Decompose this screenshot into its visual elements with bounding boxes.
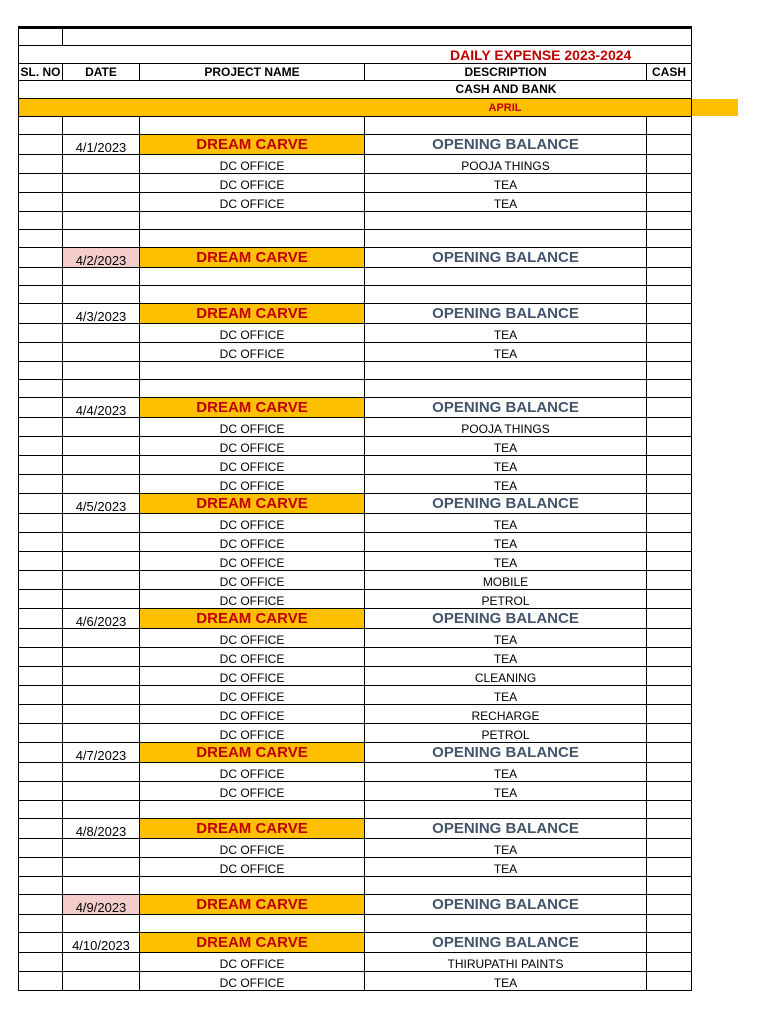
cell-date[interactable] <box>62 475 139 493</box>
cell-project[interactable]: DC OFFICE <box>139 972 364 990</box>
title-row <box>18 46 692 64</box>
cell-sl-no[interactable] <box>18 380 62 397</box>
cell-description[interactable] <box>364 230 646 247</box>
cell-sl-no[interactable] <box>18 193 62 211</box>
cell-sl-no[interactable] <box>18 362 62 379</box>
cell-sl-no[interactable] <box>18 456 62 474</box>
cell-sl-no[interactable] <box>18 686 62 704</box>
cell-description[interactable] <box>364 362 646 379</box>
cell-project[interactable]: DREAM CARVE <box>139 494 364 513</box>
cell-date[interactable] <box>62 343 139 361</box>
cell-sl-no[interactable] <box>18 571 62 589</box>
cell-description[interactable]: TEA <box>364 629 646 647</box>
cell-cash[interactable] <box>646 915 692 932</box>
cell-sl-no[interactable] <box>18 268 62 285</box>
cell-sl-no[interactable] <box>18 705 62 723</box>
cell-sl-no[interactable] <box>18 533 62 551</box>
expense-sheet <box>18 26 692 991</box>
cell-sl-no[interactable] <box>18 304 62 323</box>
expense-row <box>18 858 692 877</box>
cell-project[interactable]: DC OFFICE <box>139 705 364 723</box>
cell-description[interactable]: TEA <box>364 648 646 666</box>
cell-date[interactable] <box>62 230 139 247</box>
cell-cash[interactable] <box>646 858 692 876</box>
cell-sl-no[interactable] <box>18 494 62 513</box>
cell-sl-no[interactable] <box>18 895 62 914</box>
cell-date[interactable] <box>62 858 139 876</box>
expense-row <box>18 174 692 193</box>
cell-date[interactable]: 4/10/2023 <box>62 933 139 952</box>
cell-sl-no[interactable] <box>18 212 62 229</box>
expense-row <box>18 193 692 212</box>
cell-sl-no[interactable] <box>18 343 62 361</box>
cell-cash[interactable] <box>646 609 692 628</box>
cell-description[interactable]: TEA <box>364 686 646 704</box>
cell-project[interactable]: DREAM CARVE <box>139 135 364 154</box>
expense-row <box>18 953 692 972</box>
cell-project[interactable]: DREAM CARVE <box>139 304 364 323</box>
cell-project[interactable]: DC OFFICE <box>139 155 364 173</box>
blank-row <box>18 915 692 933</box>
header-row <box>18 64 692 81</box>
cell-sl-no[interactable] <box>18 972 62 990</box>
cell-sl-no[interactable] <box>18 953 62 971</box>
cell-project[interactable]: DC OFFICE <box>139 456 364 474</box>
cell-description[interactable]: TEA <box>364 839 646 857</box>
cell-project[interactable]: DREAM CARVE <box>139 895 364 914</box>
cell-date[interactable]: 4/3/2023 <box>62 304 139 323</box>
blank-row <box>18 230 692 248</box>
blank-row <box>18 801 692 819</box>
cell-sl-no[interactable] <box>18 933 62 952</box>
cell-project[interactable] <box>139 915 364 932</box>
cell-date[interactable] <box>62 972 139 990</box>
blank-row <box>18 268 692 286</box>
cell-cash[interactable] <box>646 839 692 857</box>
header-project-name[interactable]: PROJECT NAME <box>139 64 364 80</box>
cell-cash[interactable] <box>646 686 692 704</box>
section-row <box>18 81 692 99</box>
cell-project[interactable] <box>139 117 364 134</box>
cell-cash[interactable] <box>646 212 692 229</box>
expense-row <box>18 648 692 667</box>
cell-project[interactable]: DC OFFICE <box>139 174 364 192</box>
blank-row <box>18 877 692 895</box>
cell-cash[interactable] <box>646 782 692 800</box>
cell-project[interactable] <box>139 230 364 247</box>
cell-date[interactable] <box>62 801 139 818</box>
cell-cash[interactable] <box>646 629 692 647</box>
cell-project[interactable] <box>139 877 364 894</box>
expense-row <box>18 667 692 686</box>
cell-description[interactable]: OPENING BALANCE <box>364 819 646 838</box>
cell-sl-no[interactable] <box>18 609 62 628</box>
cell-cash[interactable] <box>646 398 692 417</box>
cell-date[interactable] <box>62 533 139 551</box>
cell-sl-no[interactable] <box>18 667 62 685</box>
cell-cash[interactable] <box>646 972 692 990</box>
cell-date[interactable] <box>62 915 139 932</box>
cell-description[interactable]: TEA <box>364 972 646 990</box>
cell-cash[interactable] <box>646 724 692 742</box>
date-header-row <box>18 609 692 629</box>
cell-project[interactable]: DC OFFICE <box>139 571 364 589</box>
sheet-title: DAILY EXPENSE 2023-2024 <box>450 47 632 63</box>
cell-date[interactable]: 4/6/2023 <box>62 609 139 628</box>
cell-cash[interactable] <box>646 193 692 211</box>
cell-cash[interactable] <box>646 953 692 971</box>
cell-project[interactable] <box>139 801 364 818</box>
cell-sl-no[interactable] <box>18 648 62 666</box>
cell-sl-no[interactable] <box>18 552 62 570</box>
cell-sl-no[interactable] <box>18 801 62 818</box>
empty-top-row <box>18 29 692 46</box>
cell-date[interactable] <box>62 782 139 800</box>
cell-date[interactable] <box>62 380 139 397</box>
cell-cash[interactable] <box>646 763 692 781</box>
header-sl-no[interactable]: SL. NO <box>18 64 62 80</box>
header-date[interactable]: DATE <box>62 64 139 80</box>
cell-description[interactable]: TEA <box>364 193 646 211</box>
cell-date[interactable]: 4/9/2023 <box>62 895 139 914</box>
cell-project[interactable]: DC OFFICE <box>139 552 364 570</box>
cell-sl-no[interactable] <box>18 743 62 762</box>
date-header-row <box>18 304 692 324</box>
cell-cash[interactable] <box>646 135 692 154</box>
cell-description[interactable]: TEA <box>364 763 646 781</box>
cell-date[interactable] <box>62 552 139 570</box>
cell-cash[interactable] <box>646 895 692 914</box>
cell-cash[interactable] <box>646 819 692 838</box>
expense-row <box>18 686 692 705</box>
cell-sl-no[interactable] <box>18 475 62 493</box>
cell-cash[interactable] <box>646 380 692 397</box>
cell-date[interactable] <box>62 953 139 971</box>
cell-date[interactable]: 4/8/2023 <box>62 819 139 838</box>
cell-date[interactable] <box>62 514 139 532</box>
cell-date[interactable] <box>62 763 139 781</box>
cell-sl-no[interactable] <box>18 877 62 894</box>
cell-project[interactable]: DC OFFICE <box>139 193 364 211</box>
expense-row <box>18 839 692 858</box>
cell-description[interactable]: OPENING BALANCE <box>364 895 646 914</box>
cell-date[interactable] <box>62 667 139 685</box>
cell-description[interactable]: TEA <box>364 456 646 474</box>
cell-cash[interactable] <box>646 667 692 685</box>
cell-description[interactable]: CLEANING <box>364 667 646 685</box>
cell-date[interactable] <box>62 705 139 723</box>
cell-sl-no[interactable] <box>18 839 62 857</box>
cell-project[interactable]: DC OFFICE <box>139 475 364 493</box>
cell-date[interactable] <box>62 174 139 192</box>
cell-project[interactable]: DC OFFICE <box>139 763 364 781</box>
cell-date[interactable]: 4/7/2023 <box>62 743 139 762</box>
cell-cash[interactable] <box>646 514 692 532</box>
cell-description[interactable]: PETROL <box>364 590 646 608</box>
section-label: CASH AND BANK <box>455 82 557 96</box>
expense-row <box>18 724 692 743</box>
cell-project[interactable] <box>139 286 364 303</box>
cell-date[interactable] <box>62 629 139 647</box>
cell-description[interactable]: TEA <box>364 437 646 455</box>
cell-project[interactable]: DREAM CARVE <box>139 819 364 838</box>
cell-description[interactable]: TEA <box>364 174 646 192</box>
cell-project[interactable]: DC OFFICE <box>139 629 364 647</box>
cell-date[interactable] <box>62 877 139 894</box>
cell-cash[interactable] <box>646 230 692 247</box>
month-row <box>18 99 692 117</box>
expense-row <box>18 590 692 609</box>
cell-project[interactable]: DREAM CARVE <box>139 933 364 952</box>
cell-description[interactable]: TEA <box>364 324 646 342</box>
cell-project[interactable]: DC OFFICE <box>139 953 364 971</box>
expense-row <box>18 629 692 648</box>
cell-sl-no[interactable] <box>18 398 62 417</box>
cell-date[interactable]: 4/5/2023 <box>62 494 139 513</box>
cell-cash[interactable] <box>646 248 692 267</box>
cell-project[interactable]: DC OFFICE <box>139 514 364 532</box>
cell-description[interactable]: OPENING BALANCE <box>364 933 646 952</box>
expense-row <box>18 552 692 571</box>
month-label: APRIL <box>488 102 522 114</box>
cell-project[interactable] <box>139 268 364 285</box>
cell-project[interactable]: DREAM CARVE <box>139 398 364 417</box>
cell-sl-no[interactable] <box>18 915 62 932</box>
cell-description[interactable]: TEA <box>364 514 646 532</box>
expense-row <box>18 782 692 801</box>
cell-sl-no[interactable] <box>18 286 62 303</box>
cell-project[interactable]: DREAM CARVE <box>139 248 364 267</box>
cell-date[interactable] <box>62 456 139 474</box>
cell-cash[interactable] <box>646 590 692 608</box>
cell-project[interactable]: DC OFFICE <box>139 782 364 800</box>
cell-sl-no[interactable] <box>18 135 62 154</box>
cell-sl-no[interactable] <box>18 248 62 267</box>
cell-sl-no[interactable] <box>18 858 62 876</box>
cell-date[interactable] <box>62 839 139 857</box>
cell-description[interactable]: OPENING BALANCE <box>364 743 646 762</box>
cell-cash[interactable] <box>646 475 692 493</box>
cell-sl-no[interactable] <box>18 590 62 608</box>
cell-sl-no[interactable] <box>18 230 62 247</box>
cell-date[interactable] <box>62 362 139 379</box>
cell-description[interactable]: OPENING BALANCE <box>364 398 646 417</box>
cell-description[interactable]: TEA <box>364 858 646 876</box>
cell-sl-no[interactable] <box>18 117 62 134</box>
cell-date[interactable] <box>62 648 139 666</box>
cell-date[interactable] <box>62 268 139 285</box>
cell-date[interactable] <box>62 571 139 589</box>
expense-row <box>18 514 692 533</box>
cell-description[interactable] <box>364 801 646 818</box>
date-header-row <box>18 819 692 839</box>
cell-cash[interactable] <box>646 743 692 762</box>
cell-cash[interactable] <box>646 552 692 570</box>
cell-project[interactable]: DREAM CARVE <box>139 609 364 628</box>
cell-sl-no[interactable] <box>18 437 62 455</box>
date-header-row <box>18 743 692 763</box>
cell-description[interactable]: OPENING BALANCE <box>364 494 646 513</box>
cell-cash[interactable] <box>646 155 692 173</box>
date-header-row <box>18 933 692 953</box>
cell-project[interactable] <box>139 362 364 379</box>
cell-project[interactable] <box>139 380 364 397</box>
cell-project[interactable]: DC OFFICE <box>139 343 364 361</box>
expense-row <box>18 437 692 456</box>
cell-description[interactable]: RECHARGE <box>364 705 646 723</box>
cell-description[interactable]: TEA <box>364 343 646 361</box>
cell-project[interactable]: DC OFFICE <box>139 724 364 742</box>
cell-sl-no[interactable] <box>18 514 62 532</box>
cell-date[interactable]: 4/1/2023 <box>62 135 139 154</box>
expense-row <box>18 456 692 475</box>
cell-description[interactable] <box>364 117 646 134</box>
cell-cash[interactable] <box>646 268 692 285</box>
blank-row <box>18 362 692 380</box>
cell-sl-no[interactable] <box>18 418 62 436</box>
expense-row <box>18 533 692 552</box>
expense-row <box>18 705 692 724</box>
cell-description[interactable] <box>364 286 646 303</box>
cell-description[interactable]: OPENING BALANCE <box>364 304 646 323</box>
cell-project[interactable]: DC OFFICE <box>139 590 364 608</box>
cell-project[interactable]: DC OFFICE <box>139 858 364 876</box>
cell-date[interactable] <box>62 286 139 303</box>
cell-date[interactable] <box>62 212 139 229</box>
cell-project[interactable]: DC OFFICE <box>139 686 364 704</box>
cell-cash[interactable] <box>646 801 692 818</box>
blank-row <box>18 286 692 304</box>
expense-row <box>18 763 692 782</box>
cell-sl-no[interactable] <box>18 324 62 342</box>
expense-row <box>18 571 692 590</box>
cell-description[interactable] <box>364 877 646 894</box>
cell-description[interactable]: TEA <box>364 475 646 493</box>
cell-sl-no[interactable] <box>18 155 62 173</box>
cell-project[interactable]: DC OFFICE <box>139 667 364 685</box>
cell-date[interactable] <box>62 193 139 211</box>
cell-date[interactable] <box>62 686 139 704</box>
cell-project[interactable] <box>139 212 364 229</box>
cell-cash[interactable] <box>646 324 692 342</box>
cell-cash[interactable] <box>646 286 692 303</box>
cell-project[interactable]: DC OFFICE <box>139 437 364 455</box>
cell-date[interactable]: 4/2/2023 <box>62 248 139 267</box>
cell-project[interactable]: DC OFFICE <box>139 533 364 551</box>
cell-cash[interactable] <box>646 571 692 589</box>
cell-cash[interactable] <box>646 174 692 192</box>
cell-sl-no[interactable] <box>18 174 62 192</box>
cell-cash[interactable] <box>646 304 692 323</box>
cell-description[interactable] <box>364 915 646 932</box>
expense-rows <box>18 117 692 991</box>
cell-cash[interactable] <box>646 343 692 361</box>
cell-sl-no[interactable] <box>18 763 62 781</box>
cell-description[interactable]: MOBILE <box>364 571 646 589</box>
cell-date[interactable] <box>62 437 139 455</box>
cell-description[interactable]: OPENING BALANCE <box>364 609 646 628</box>
cell-date[interactable] <box>62 117 139 134</box>
cell-sl-no[interactable] <box>18 819 62 838</box>
cell-cash[interactable] <box>646 418 692 436</box>
cell-description[interactable]: TEA <box>364 533 646 551</box>
blank-row <box>18 117 692 135</box>
cell-date[interactable] <box>62 324 139 342</box>
cell-sl-no[interactable] <box>18 782 62 800</box>
cell-date[interactable] <box>62 155 139 173</box>
date-header-row <box>18 248 692 268</box>
date-header-row <box>18 494 692 514</box>
date-header-row <box>18 398 692 418</box>
cell-description[interactable]: TEA <box>364 552 646 570</box>
cell-cash[interactable] <box>646 494 692 513</box>
cell-cash[interactable] <box>646 705 692 723</box>
cell-cash[interactable] <box>646 933 692 952</box>
cell-description[interactable]: OPENING BALANCE <box>364 135 646 154</box>
cell-description[interactable]: POOJA THINGS <box>364 155 646 173</box>
cell-project[interactable]: DREAM CARVE <box>139 743 364 762</box>
cell-cash[interactable] <box>646 648 692 666</box>
cell-date[interactable] <box>62 724 139 742</box>
cell-cash[interactable] <box>646 877 692 894</box>
expense-row <box>18 972 692 991</box>
cell-project[interactable]: DC OFFICE <box>139 324 364 342</box>
cell-sl-no[interactable] <box>18 724 62 742</box>
cell-project[interactable]: DC OFFICE <box>139 839 364 857</box>
header-cash[interactable]: CASH <box>646 64 692 80</box>
cell-description[interactable]: TEA <box>364 782 646 800</box>
expense-row <box>18 324 692 343</box>
expense-row <box>18 155 692 174</box>
cell-cash[interactable] <box>646 533 692 551</box>
expense-row <box>18 343 692 362</box>
cell-sl-no[interactable] <box>18 629 62 647</box>
cell-description[interactable]: THIRUPATHI PAINTS <box>364 953 646 971</box>
cell-date[interactable]: 4/4/2023 <box>62 398 139 417</box>
cell-description[interactable] <box>364 212 646 229</box>
cell-description[interactable] <box>364 268 646 285</box>
cell-cash[interactable] <box>646 437 692 455</box>
cell-project[interactable]: DC OFFICE <box>139 418 364 436</box>
header-description[interactable]: DESCRIPTION <box>364 64 646 80</box>
expense-row <box>18 418 692 437</box>
expense-row <box>18 475 692 494</box>
date-header-row <box>18 895 692 915</box>
cell-cash[interactable] <box>646 117 692 134</box>
cell-date[interactable] <box>62 418 139 436</box>
cell-description[interactable]: OPENING BALANCE <box>364 248 646 267</box>
cell-description[interactable] <box>364 380 646 397</box>
cell-cash[interactable] <box>646 456 692 474</box>
cell-cash[interactable] <box>646 362 692 379</box>
blank-row <box>18 380 692 398</box>
cell-description[interactable]: POOJA THINGS <box>364 418 646 436</box>
date-header-row <box>18 135 692 155</box>
cell-project[interactable]: DC OFFICE <box>139 648 364 666</box>
cell-description[interactable]: PETROL <box>364 724 646 742</box>
cell-date[interactable] <box>62 590 139 608</box>
blank-row <box>18 212 692 230</box>
